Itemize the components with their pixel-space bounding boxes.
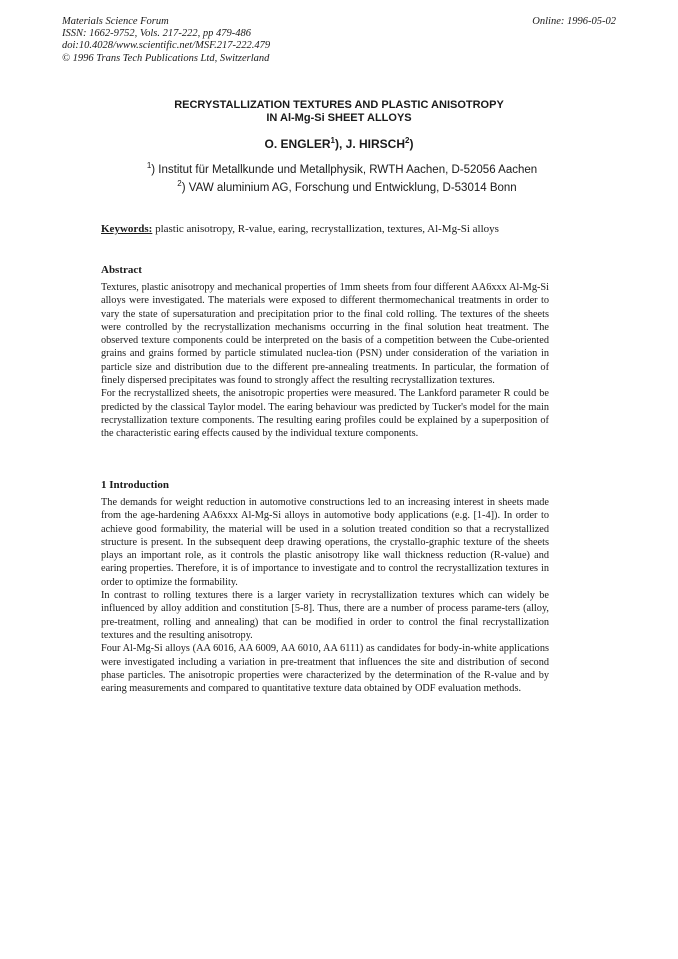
affiliation-1-mark: 1 — [146, 161, 152, 171]
author-1-affiliation-mark: 1 — [330, 136, 335, 145]
affiliation-1 — [3, 161, 678, 176]
copyright-line: © 1996 Trans Tech Publications Ltd, Switzerland — [62, 52, 270, 64]
doi-link[interactable]: doi:10.4028/www.scientific.net/MSF.217-222.479 — [62, 40, 271, 52]
author-separator: ), — [335, 137, 346, 151]
keywords-text: plastic anisotropy, R-value, earing, recrystallization, textures, Al-Mg-Si alloys — [152, 223, 499, 235]
introduction-heading: 1 Introduction — [101, 479, 169, 491]
introduction-paragraph-3: Four Al-Mg-Si alloys (AA 6016, AA 6009, AA 6010, AA 6111) as candidates for body-in-white applications were investigated including a variation in pre-treatment that influences the site and distribution of second phase particles. The anisotropic properties were characterized by the determination of the R-value and by earing measurements and compared to quantitative texture data obtained by ODF evaluation methods. — [101, 643, 549, 695]
author-2-affiliation-mark: 2 — [405, 136, 410, 145]
author-list-end: ) — [409, 137, 414, 151]
author-list — [0, 137, 678, 151]
issn-line: ISSN: 1662-9752, Vols. 217-222, pp 479-486 — [62, 28, 251, 40]
abstract-body — [101, 281, 549, 441]
introduction-paragraph-2: In contrast to rolling textures there is a larger variety in recrystallization textures which can widely be influenced by alloy addition and constitution [5-8]. Thus, there are a number of process parame-ters (alloy, pre-treatment, rolling and annealing) that can be modified in order to control the final recrystallization textures and the resulting anisotropy. — [101, 590, 549, 641]
affiliation-2 — [8, 179, 678, 194]
affiliation-1-text: ) Institut für Metallkunde und Metallphysik, RWTH Aachen, D-52056 Aachen — [151, 164, 538, 176]
author-2-name: J. HIRSCH — [345, 137, 406, 151]
online-date: Online: 1996-05-02 — [532, 16, 616, 27]
keywords-label: Keywords: — [101, 223, 153, 235]
abstract-paragraph-2: For the recrystallized sheets, the anisotropic properties were measured. The Lankford parameter R could be predicted by the classical Taylor model. The earing behaviour was predicted by Tucker's model for the main recrystallization texture components. The resulting earing profiles could be explained by a superposition of the characteristic earing effects caused by the individual texture components. — [101, 388, 549, 440]
paper-title-line-1: RECRYSTALLIZATION TEXTURES AND PLASTIC ANISOTROPY — [174, 99, 504, 111]
journal-name: Materials Science Forum — [62, 16, 169, 27]
introduction-body — [101, 496, 549, 695]
introduction-paragraph-1: The demands for weight reduction in automotive constructions led to an increasing interest in sheets made from the age-hardening AA6xxx Al-Mg-Si alloys in automotive body applications (e.g. [1-4]). In order to achieve good formability, the material will be used in a solution treated condition so that a recrystallized structure is present. In the subsequent deep drawing operations, the crystallo-graphic texture of the sheets plays an important role, as it controls the plastic anisotropy like wall thickness reduction (R-value) and earing properties. Therefore, it is of importance to investigate and to control the recrystallization textures in order to optimize the formability. — [101, 497, 549, 588]
affiliation-2-text: ) VAW aluminium AG, Forschung und Entwicklung, D-53014 Bonn — [181, 182, 517, 194]
affiliation-2-mark: 2 — [177, 179, 182, 189]
abstract-heading: Abstract — [101, 264, 142, 276]
paper-title-line-2: IN Al-Mg-Si SHEET ALLOYS — [266, 112, 412, 124]
abstract-paragraph-1: Textures, plastic anisotropy and mechanical properties of 1mm sheets from four different AA6xxx Al-Mg-Si alloys were investigated. The materials were exposed to different thermomechanical treatments in order to vary the state of supersaturation and precipitation prior to the final cold rolling. The textures of the sheets were controlled by the recrystallization mechanisms occurring in the final solution heat treatment. The observed texture components could be interpreted on the basis of a competition between the Cube-oriented grains and grains formed by particle stimulated nuclea-tion (PSN) under consideration of the variation in particle size and distribution due to the different pre-annealing treatments. In particular, the formation of finely dispersed precipitates was found to strongly affect the resulting recrystallization textures. — [101, 282, 549, 387]
keywords-line — [101, 223, 499, 235]
author-1-name: O. ENGLER — [264, 137, 331, 151]
journal-header — [62, 16, 270, 65]
